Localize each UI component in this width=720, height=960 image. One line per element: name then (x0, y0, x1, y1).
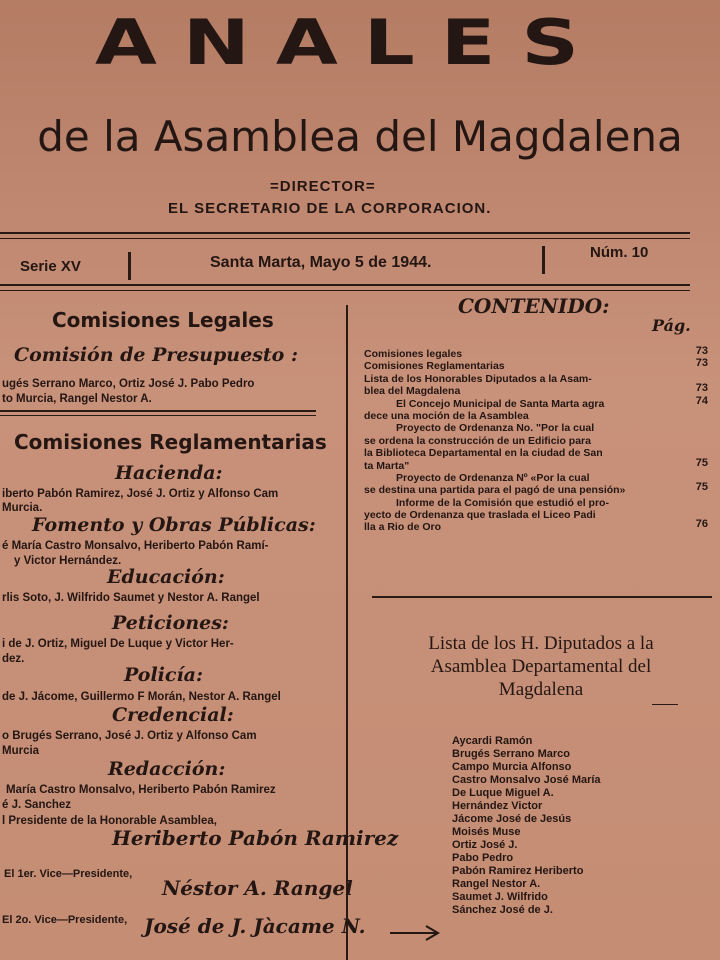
toc-entry-text: El Concejo Municipal de Santa Marta agra (396, 397, 605, 410)
educacion-line-1: rlis Soto, J. Wilfrido Saumet y Nestor A. Rangel (2, 592, 260, 604)
diputado-item: Brugés Serrano Marco (452, 748, 570, 760)
toc-entry-page: 74 (695, 394, 708, 407)
toc-entry-text: la Biblioteca Departamental en la ciudad de San (364, 447, 603, 460)
toc-row (364, 518, 714, 534)
director-label: =DIRECTOR= (270, 178, 376, 195)
diputado-item: Castro Monsalvo José María (452, 774, 601, 786)
masthead-subtitle: de la Asamblea del Magdalena (37, 112, 683, 161)
toc-entry-text: yecto de Ordenanza que traslada el Liceo Padi (364, 509, 596, 522)
hacienda-line-1: iberto Pabón Ramirez, José J. Ortiz y Alfonso Cam (2, 488, 279, 500)
hacienda-line-2: Murcia. (2, 502, 43, 514)
fomento-line-2: y Victor Hernández. (14, 555, 122, 567)
diputado-item: Pabo Pedro (452, 852, 514, 864)
top-rule (0, 232, 690, 234)
place-date: Santa Marta, Mayo 5 de 1944. (210, 254, 432, 271)
toc-entry-page: 76 (695, 518, 708, 531)
redaccion-heading: Redacción: (108, 758, 226, 780)
fomento-line-1: é María Castro Monsalvo, Heriberto Pabón Ramí- (2, 540, 269, 552)
diputado-item: Pabón Ramirez Heriberto (452, 865, 584, 877)
top-rule-thin (0, 238, 690, 239)
presupuesto-line-1: ugés Serrano Marco, Ortiz José J. Pabo Pedro (2, 378, 255, 390)
toc-row (364, 435, 714, 447)
pointing-arrow-icon (388, 922, 444, 944)
toc-row (364, 472, 714, 484)
diputado-item: Hernández Victor (452, 800, 543, 812)
toc-row (364, 345, 714, 360)
toc-row (364, 447, 714, 459)
infobar-divider-left (128, 252, 131, 280)
diputado-item: Moisés Muse (452, 826, 521, 838)
issue-number: Núm. 10 (590, 244, 649, 261)
diputado-item: Ortiz José J. (452, 839, 518, 851)
credencial-line-1: o Brugés Serrano, José J. Ortiz y Alfonso Cam (2, 730, 257, 742)
presidente-name: Heriberto Pabón Ramirez (112, 826, 399, 850)
hacienda-heading: Hacienda: (115, 462, 223, 484)
reglamentarias-title: Comisiones Reglamentarias (14, 430, 327, 454)
presupuesto-heading: Comisión de Presupuesto : (14, 344, 298, 366)
diputado-item: Aycardi Ramón (452, 735, 533, 747)
redaccion-line-2: é J. Sanchez (2, 799, 72, 811)
section-rule-thin (0, 415, 316, 416)
toc-row (364, 410, 714, 422)
diputado-item: De Luque Miguel A. (452, 787, 554, 799)
diputado-item: Jácome José de Jesús (452, 813, 572, 825)
toc-bottom-rule (372, 596, 712, 598)
toc-entry-text: Lista de los Honorables Diputados a la Asam- (364, 372, 592, 385)
director-name: EL SECRETARIO DE LA CORPORACION. (168, 200, 492, 217)
contenido-title: CONTENIDO: (458, 294, 610, 318)
educacion-heading: Educación: (107, 566, 225, 588)
credencial-heading: Credencial: (112, 704, 234, 726)
policia-line-1: de J. Jácome, Guillermo F Morán, Nestor A. Rangel (2, 691, 281, 703)
presidente-label: l Presidente de la Honorable Asamblea, (2, 815, 217, 827)
table-of-contents (364, 345, 714, 534)
lista-title (362, 632, 720, 701)
infobar-divider-right (542, 246, 545, 274)
toc-entry-page: 73 (695, 357, 708, 370)
toc-row (364, 357, 714, 373)
diputado-item: Rangel Nestor A. (452, 878, 541, 890)
toc-entry-page: 73 (695, 382, 708, 395)
section-rule (0, 410, 316, 412)
pag-label: Pág. (652, 316, 691, 335)
lista-ornament (652, 704, 678, 705)
toc-row (364, 456, 714, 472)
toc-entry-text: Proyecto de Ordenanza Nº «Por la cual (396, 471, 590, 484)
credencial-line-2: Murcia (2, 745, 40, 757)
infobar-bottom-rule-thin (0, 290, 690, 291)
legales-title: Comisiones Legales (52, 308, 274, 332)
toc-row (364, 382, 714, 398)
lista-title-line-1: Lista de los H. Diputados a la (428, 633, 654, 654)
toc-entry-text: se destina una partida para el pagó de una pensión» (364, 484, 626, 497)
policia-heading: Policía: (124, 664, 203, 686)
fomento-heading: Fomento y Obras Públicas: (32, 514, 316, 536)
vice2-label: El 2o. Vice—Presidente, (2, 914, 128, 926)
infobar-bottom-rule (0, 284, 690, 286)
diputados-list (452, 735, 702, 917)
toc-entry-text: Comisiones Reglamentarias (364, 360, 505, 373)
toc-row (364, 422, 714, 434)
toc-entry-text: Informe de la Comisión que estudió el pro- (396, 496, 609, 509)
redaccion-line-1: María Castro Monsalvo, Heriberto Pabón Ramirez (6, 784, 276, 796)
toc-row (364, 373, 714, 385)
peticiones-line-1: i de J. Ortiz, Miguel De Luque y Victor Her- (2, 638, 234, 650)
diputado-item: Sánchez José de J. (452, 904, 553, 916)
masthead-title: ANALES (95, 6, 606, 79)
diputado-item: Saumet J. Wilfrido (452, 891, 548, 903)
toc-entry-text: Proyecto de Ordenanza No. "Por la cual (396, 422, 595, 435)
toc-entry-text: ta Marta" (364, 459, 410, 472)
toc-entry-text: Comisiones legales (364, 348, 463, 360)
serie-label: Serie XV (20, 258, 81, 275)
lista-title-line-2: Asamblea Departamental del (430, 656, 652, 677)
peticiones-heading: Peticiones: (112, 612, 229, 634)
toc-row (364, 481, 714, 497)
toc-row (364, 509, 714, 521)
toc-row (364, 497, 714, 509)
toc-entry-text: lla a Rio de Oro (364, 521, 442, 534)
toc-entry-text: blea del Magdalena (364, 385, 461, 398)
toc-row (364, 394, 714, 410)
lista-title-line-3: Magdalena (498, 679, 584, 700)
toc-entry-page: 75 (695, 481, 708, 494)
vice2-name: José de J. Jàcame N. (144, 914, 366, 938)
toc-entry-text: se ordena la construcción de un Edificio para (364, 434, 591, 447)
column-divider (346, 305, 348, 960)
toc-entry-text: dece una moción de la Asamblea (364, 409, 529, 422)
toc-entry-page: 75 (695, 456, 708, 469)
peticiones-line-2: dez. (2, 653, 25, 665)
diputado-item: Campo Murcia Alfonso (452, 761, 572, 773)
presupuesto-line-2: to Murcia, Rangel Nestor A. (2, 393, 152, 405)
vice1-label: El 1er. Vice—Presidente, (4, 868, 133, 880)
vice1-name: Néstor A. Rangel (162, 876, 353, 900)
toc-entry-page: 73 (695, 345, 708, 357)
